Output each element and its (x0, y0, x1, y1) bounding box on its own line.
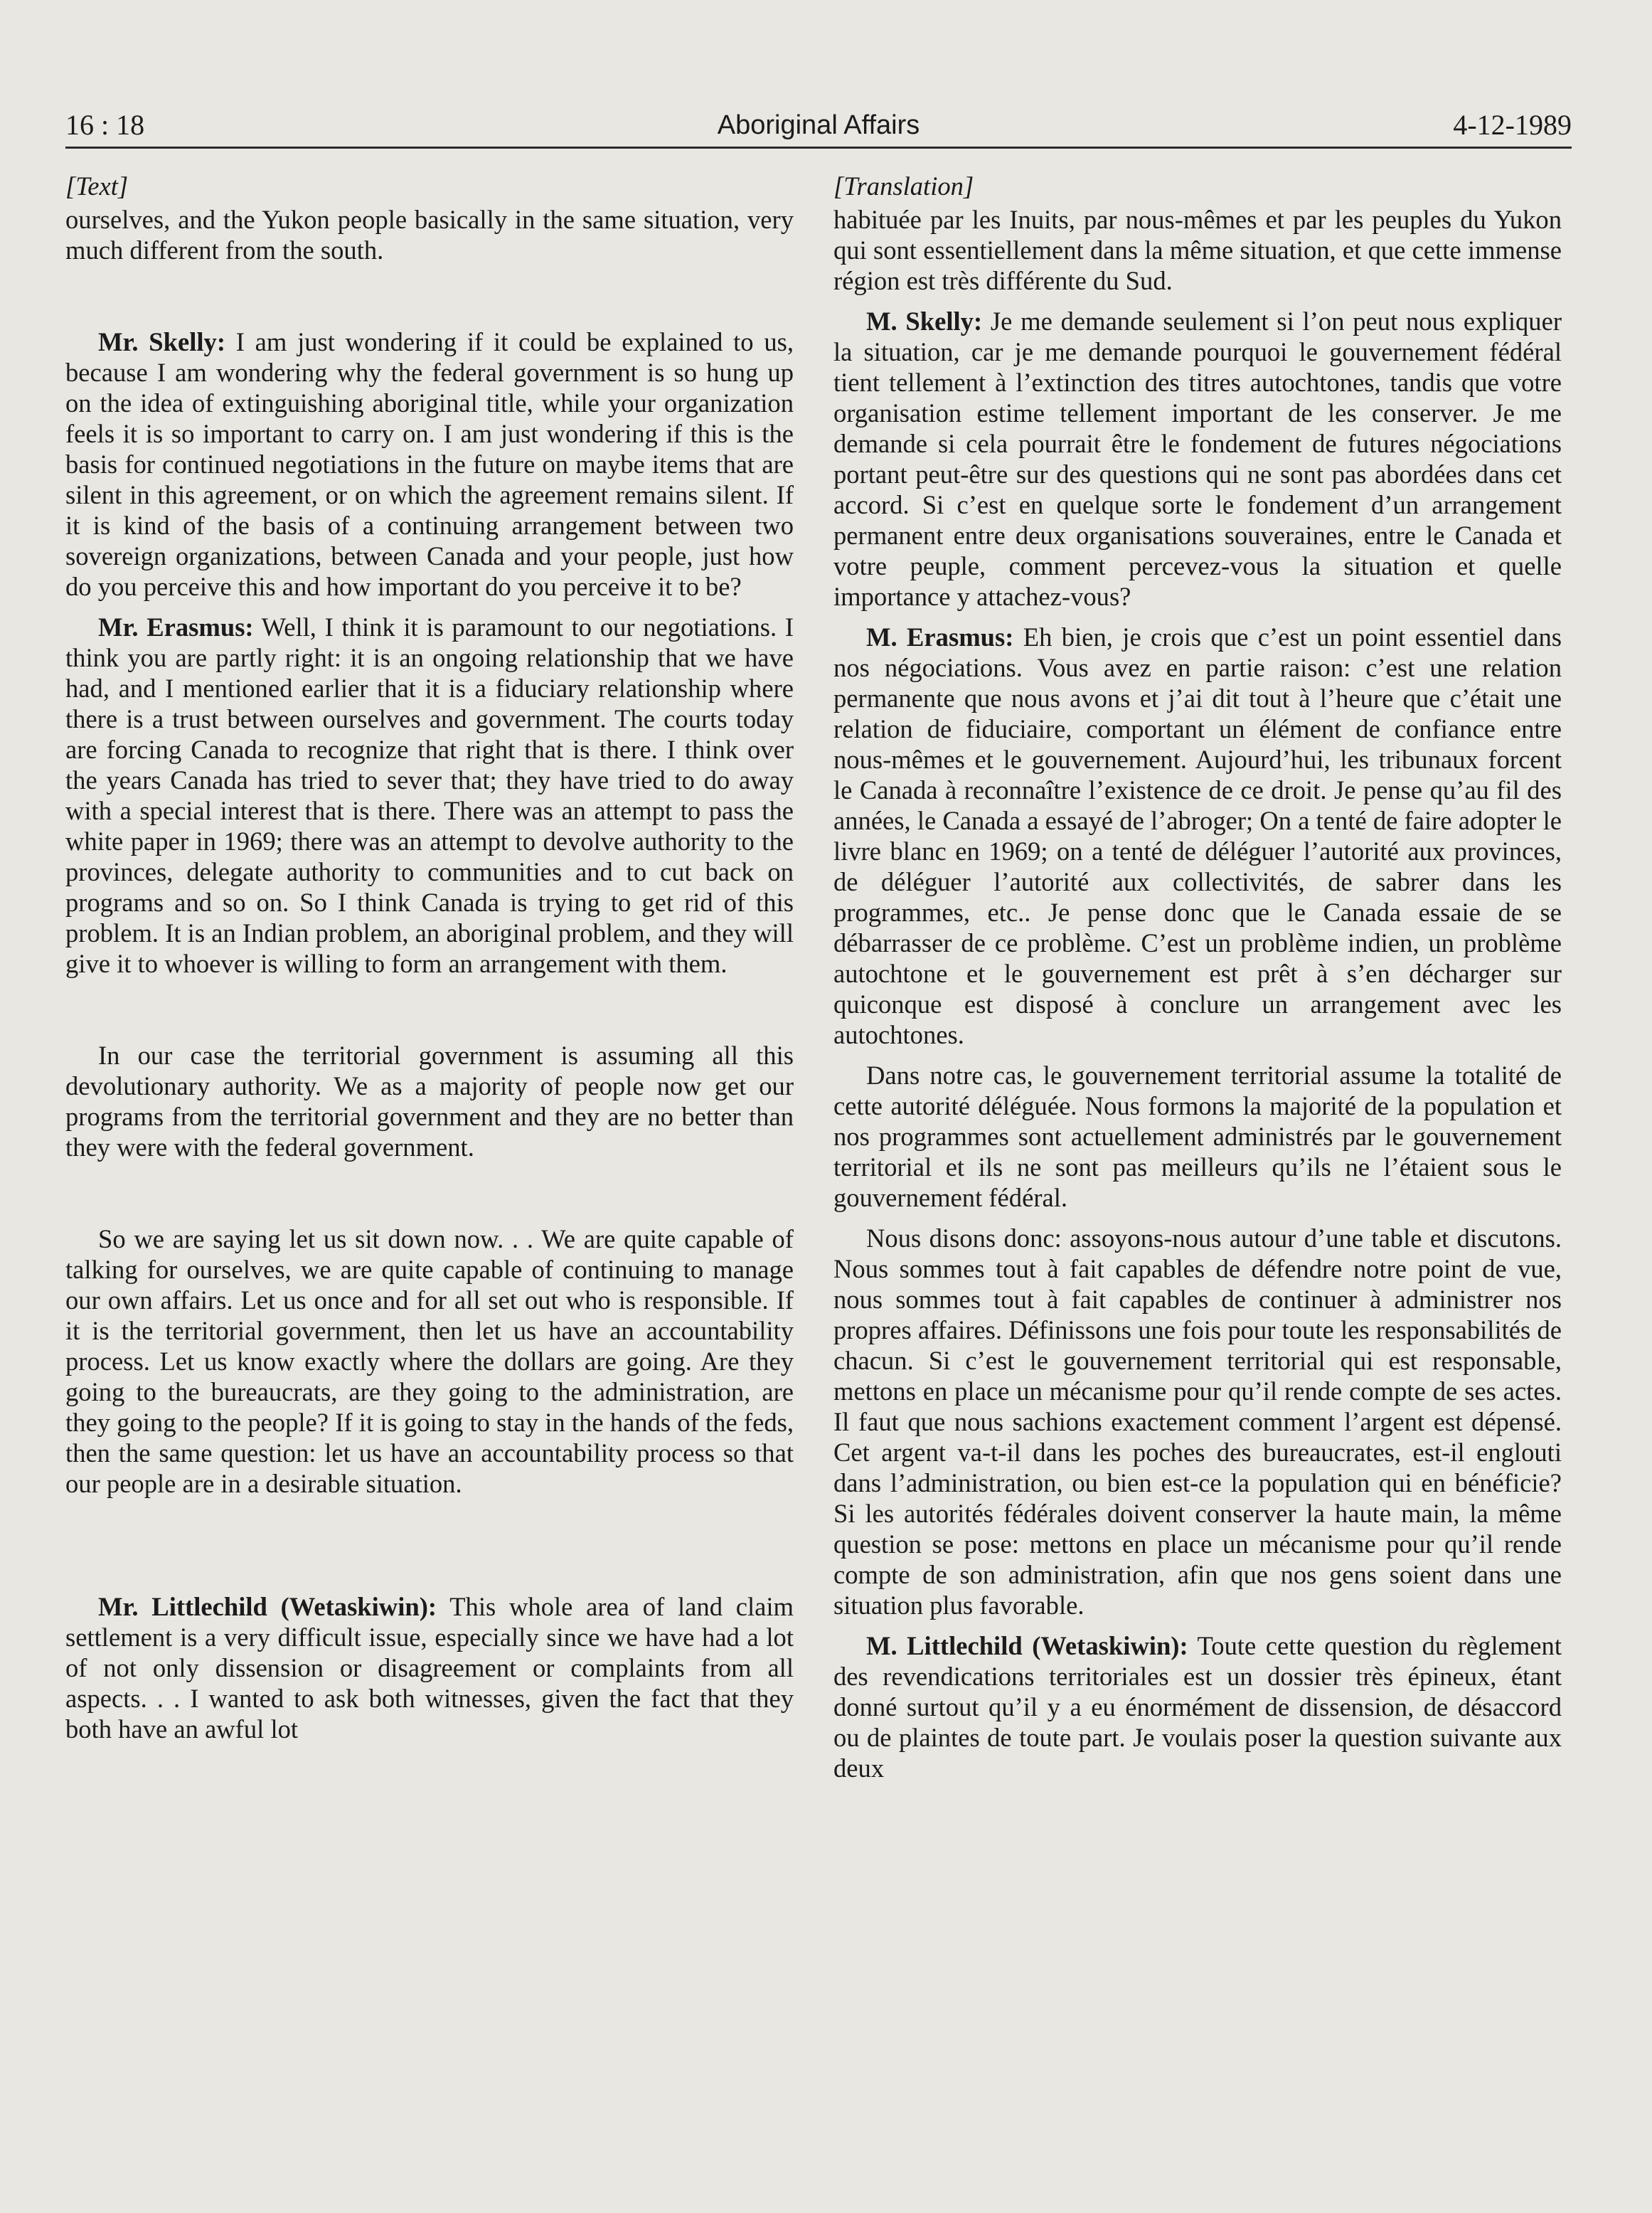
paragraph (65, 612, 794, 979)
paragraph-text: Well, I think it is paramount to our negotiations. I think you are partly right: it is an ongoing relationship that we have had, and I mentioned earlier that it is a fiduciary relationship where there is a trust between ourselves and government. The courts today are forcing Canada to recognize that right that is there. I think over the years Canada has tried to sever that; they have tried to do away with a special interest that is there. There was an attempt to pass the white paper in 1969; there was an attempt to devolve authority to the provinces, delegate authority to communities and to cut back on programs and so on. So I think Canada is trying to get rid of this problem. It is an Indian problem, an aboriginal problem, and they will give it to whoever is willing to form an arrangement with them. (65, 612, 794, 978)
speaker-name: Mr. Littlechild (Wetaskiwin): (98, 1592, 437, 1621)
paragraph (65, 1591, 794, 1744)
paragraph-text: Toute cette question du règlement des revendications territoriales est un dossier très épineux, étant donné surtout qu’il y a eu énormément de dissension, de désaccord ou de plaintes de toute part. Je voulais poser la question suivante aux deux (833, 1631, 1562, 1783)
paragraph-text: This whole area of land claim settlement is a very difficult issue, especially since we have had a lot of not only dissension or disagreement or complaints from all aspects. . . I wanted to ask both witnesses, given the fact that they both have an awful lot (65, 1592, 794, 1744)
paragraph (833, 204, 1562, 296)
paragraph-text: habituée par les Inuits, par nous-mêmes et par les peuples du Yukon qui sont essentiellement dans la même situation, et que cette immense région est très différente du Sud. (833, 205, 1562, 295)
sitting-date: 4-12-1989 (1453, 109, 1572, 141)
publication-title: Aboriginal Affairs (717, 110, 920, 140)
page-number: 16 : 18 (65, 109, 145, 141)
paragraph-text: In our case the territorial government is assuming all this devolutionary authority. We as a majority of people now get our programs from the territorial government and they are no better than they were with the federal government. (65, 1041, 794, 1162)
paragraph (65, 327, 794, 602)
paragraph (833, 306, 1562, 612)
paragraph (65, 1224, 794, 1499)
page-header (65, 107, 1572, 149)
paragraph (65, 204, 794, 265)
paragraph-text: So we are saying let us sit down now. . . We are quite capable of talking for ourselves, we are quite capable of continuing to manage our own affairs. Let us once and for all set out who is responsible. If it is the territorial government, then let us have an accountability process. Let us know exactly where the dollars are going. Are they going to the bureaucrats, are they going to the administration, are they going to the people? If it is going to stay in the hands of the feds, then the same question: let us have an accountability process so that our people are in a desirable situation. (65, 1224, 794, 1498)
paragraph-text: Je me demande seulement si l’on peut nous expliquer la situation, car je me demande pourquoi le gouvernement fédéral tient tellement à l’extinction des titres autochtones, tandis que votre organisation estime tellement important de les conserver. Je me demande si cela pourrait être le fondement de futures négociations portant peut-être sur des questions qui ne sont pas abordées dans cet accord. Si c’est en quelque sorte le fondement d’un arrangement permanent entre deux organisations souveraines, entre le Canada et votre peuple, comment percevez-vous la situation et quelle importance y attachez-vous? (833, 307, 1562, 611)
speaker-name: M. Littlechild (Wetaskiwin): (866, 1631, 1188, 1660)
translation-label: [Translation] (833, 171, 974, 201)
paragraph-text: Eh bien, je crois que c’est un point essentiel dans nos négociations. Vous avez en partie raison: c’est une relation permanente que nous avons et j’ai dit tout à l’heure que c’était une relation de fiduciaire, comportant un élément de confiance entre nous-mêmes et le gouvernement. Aujourd’hui, les tribunaux forcent le Canada à reconnaître l’existence de ce droit. Je pense qu’au fil des années, le Canada a essayé de l’abroger; On a tenté de faire adopter le livre blanc en 1969; on a tenté de déléguer l’autorité aux provinces, de déléguer l’autorité aux collectivités, de sabrer dans les programmes, etc.. Je pense donc que le Canada essaie de se débarrasser de ce problème. C’est un problème indien, un problème autochtone et le gouvernement est prêt à s’en décharger sur quiconque est disposé à conclure un arrangement avec les autochtones. (833, 622, 1562, 1049)
text-label: [Text] (65, 171, 129, 201)
speaker-name: Mr. Skelly: (98, 327, 225, 356)
french-column (833, 171, 1562, 1783)
paragraph (833, 622, 1562, 1050)
speaker-name: M. Skelly: (866, 307, 983, 336)
english-column (65, 171, 794, 1744)
paragraph (833, 1223, 1562, 1620)
paragraph (833, 1060, 1562, 1213)
paragraph-text: Dans notre cas, le gouvernement territorial assume la totalité de cette autorité déléguée. Nous formons la majorité de la population et nos programmes sont actuellement administrés par le gouvernement territorial et ils ne sont pas meilleurs qu’ils ne l’étaient sous le gouvernement fédéral. (833, 1061, 1562, 1212)
paragraph-text: I am just wondering if it could be explained to us, because I am wondering why the federal government is so hung up on the idea of extinguishing aboriginal title, while your organization feels it is so important to carry on. I am just wondering if this is the basis for continued negotiations in the future on maybe items that are silent in this agreement, or on which the agreement remains silent. If it is kind of the basis of a continuing arrangement between two sovereign organizations, between Canada and your people, just how do you perceive this and how important do you perceive it to be? (65, 327, 794, 601)
paragraph-text: ourselves, and the Yukon people basically in the same situation, very much different from the south. (65, 205, 794, 265)
speaker-name: M. Erasmus: (866, 622, 1014, 652)
speaker-name: Mr. Erasmus: (98, 612, 254, 642)
paragraph (65, 1040, 794, 1162)
paragraph-text: Nous disons donc: assoyons-nous autour d’une table et discutons. Nous sommes tout à fait capables de défendre notre point de vue, nous sommes tout à fait capables de continuer à administrer nos propres affaires. Définissons une fois pour toute les responsabilités de chacun. Si c’est le gouvernement territorial qui est responsable, mettons en place un mécanisme pour qu’il rende compte de ses actes. Il faut que nous sachions exactement comment l’argent est dépensé. Cet argent va-t-il dans les poches des bureaucrates, est-il englouti dans l’administration, ou bien est-ce la population qui en bénéficie? Si les autorités fédérales doivent conserver la haute main, la même question se pose: mettons en place un mécanisme pour qu’il rende compte de son administration, afin que nos gens soient dans une situation plus favorable. (833, 1224, 1562, 1620)
paragraph (833, 1630, 1562, 1783)
